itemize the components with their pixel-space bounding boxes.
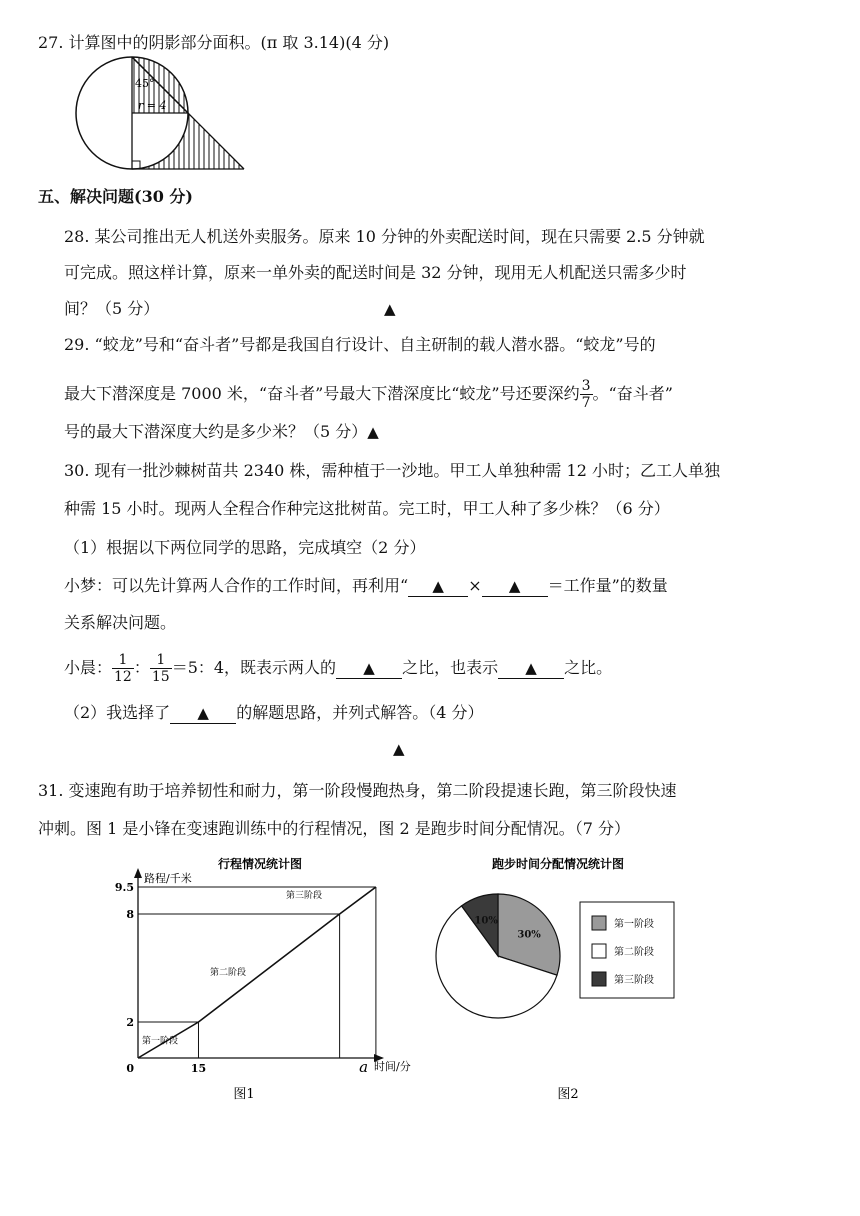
q30-xm-pre: 小梦：可以先计算两人合作的工作时间，再利用“: [64, 576, 409, 595]
q27-figure: [72, 55, 252, 175]
legend-swatch-1: [592, 916, 606, 930]
q30-xc-colon: ：: [133, 658, 150, 677]
line-chart: [100, 852, 430, 1112]
q30-blank-1[interactable]: ▲: [408, 576, 468, 597]
q30-blank-5[interactable]: ▲: [170, 703, 236, 724]
legend-label-1: 第一阶段: [614, 919, 654, 930]
q31-line1: 31. 变速跑有助于培养韧性和耐力，第一阶段慢跑热身，第二阶段提速长跑，第三阶段快速: [38, 781, 677, 800]
q29-frac-num: 3: [581, 378, 591, 394]
q30-xm-post: ＝工作量”的数量: [547, 576, 668, 595]
q29-line2-pre: 最大下潜深度是 7000 米，“奋斗者”号最大下潜深度比“蛟龙”号还要深约: [64, 384, 580, 403]
x-tick-label: 15: [190, 1062, 207, 1075]
y-tick-label: 8: [126, 908, 134, 921]
q30-part2: [64, 702, 483, 724]
q30-part2-post: 的解题思路，并列式解答。（4 分）: [236, 703, 484, 722]
pie-chart: [430, 852, 680, 1112]
x-axis-label: 时间/分: [374, 1060, 411, 1073]
line-chart-title: 行程情况统计图: [217, 857, 303, 871]
q30-line1: 30. 现有一批沙棘树苗共 2340 株，需种植于一沙地。甲工人单独种需 12 小时；乙工人单独: [64, 461, 720, 480]
q30-part1: （1）根据以下两位同学的思路，完成填空（2 分）: [64, 538, 426, 557]
q30-xc-mid: 之比，也表示: [402, 658, 499, 677]
q27-angle-label: 45°: [135, 77, 155, 90]
y-tick-label: 2: [126, 1016, 134, 1029]
q29-frac-den: 7: [581, 395, 591, 411]
q30-blank-2[interactable]: ▲: [482, 576, 548, 597]
q30-xc-eq: ＝5：4，既表示两人的: [171, 658, 337, 677]
q30-frac-1: $\frac{1}{12}$: [114, 652, 132, 685]
y-axis-arrow: [134, 868, 142, 878]
q30-xiaochen: [64, 652, 612, 685]
stage-label-2: 第二阶段: [210, 968, 247, 979]
q29-line3: [64, 421, 379, 443]
q30-xm-line2: 关系解决问题。: [64, 613, 177, 632]
legend-label-2: 第二阶段: [614, 947, 654, 958]
q30-frac-2: $\frac{1}{15}$: [151, 652, 170, 685]
pie-chart-caption: 图2: [557, 1087, 579, 1102]
x-tick-label: a: [359, 1058, 369, 1076]
section-title: 五、解决问题(30 分): [38, 187, 193, 206]
x-tick-label: 0: [126, 1062, 134, 1075]
q27-text: 27. 计算图中的阴影部分面积。(π 取 3.14)(4 分): [38, 33, 390, 52]
y-tick-label: 9.5: [114, 881, 134, 894]
q30-xiaomeng: [64, 575, 668, 597]
stage-label-1: 第一阶段: [142, 1036, 179, 1047]
line-chart-caption: 图1: [233, 1087, 255, 1102]
legend-swatch-2: [592, 944, 606, 958]
q28-line3: 间？（5 分）: [64, 299, 160, 318]
y-axis-label: 路程/千米: [144, 872, 192, 885]
q29-line3-text: 号的最大下潜深度大约是多少米？（5 分）: [64, 422, 368, 441]
legend-swatch-3: [592, 972, 606, 986]
q28-line2: 可完成。照这样计算，原来一单外卖的配送时间是 32 分钟，现用无人机配送只需多少时: [64, 263, 687, 282]
q31-line2: 冲刺。图 1 是小锋在变速跑训练中的行程情况，图 2 是跑步时间分配情况。（7 分）: [38, 819, 630, 838]
pie-chart-title: 跑步时间分配情况统计图: [491, 857, 625, 871]
legend-label-3: 第三阶段: [614, 975, 654, 986]
q30-blank-3[interactable]: ▲: [336, 658, 402, 679]
q30-xc-end: 之比。: [564, 658, 613, 677]
q29-line1: 29. “蛟龙”号和“奋斗者”号都是我国自行设计、自主研制的载人潜水器。“蛟龙”号的: [64, 335, 656, 354]
q27-radius-label: r = 4: [138, 99, 167, 112]
distance-line: [138, 887, 376, 1058]
q29-line2: [64, 378, 673, 411]
q29-answer-mark: ▲: [367, 423, 379, 441]
pie-label-1: 30%: [517, 929, 541, 941]
q29-fraction: [580, 378, 593, 411]
q29-line2-post: 。“奋斗者”: [592, 384, 673, 403]
q30-xm-times: ×: [468, 576, 482, 595]
stage-label-3: 第三阶段: [286, 890, 323, 901]
q30-part2-pre: （2）我选择了: [64, 703, 171, 722]
q30-answer-mark: ▲: [393, 740, 405, 758]
q28-answer-mark: ▲: [384, 300, 396, 318]
q30-line2: 种需 15 小时。现两人全程合作种完这批树苗。完工时，甲工人种了多少株？（6 分）: [64, 499, 670, 518]
pie-label-3: 10%: [474, 915, 498, 927]
q30-xc-pre: 小晨：: [64, 658, 113, 677]
q30-blank-4[interactable]: ▲: [498, 658, 564, 679]
q28-line1: 28. 某公司推出无人机送外卖服务。原来 10 分钟的外卖配送时间，现在只需要 2.5 分钟就: [64, 227, 705, 246]
